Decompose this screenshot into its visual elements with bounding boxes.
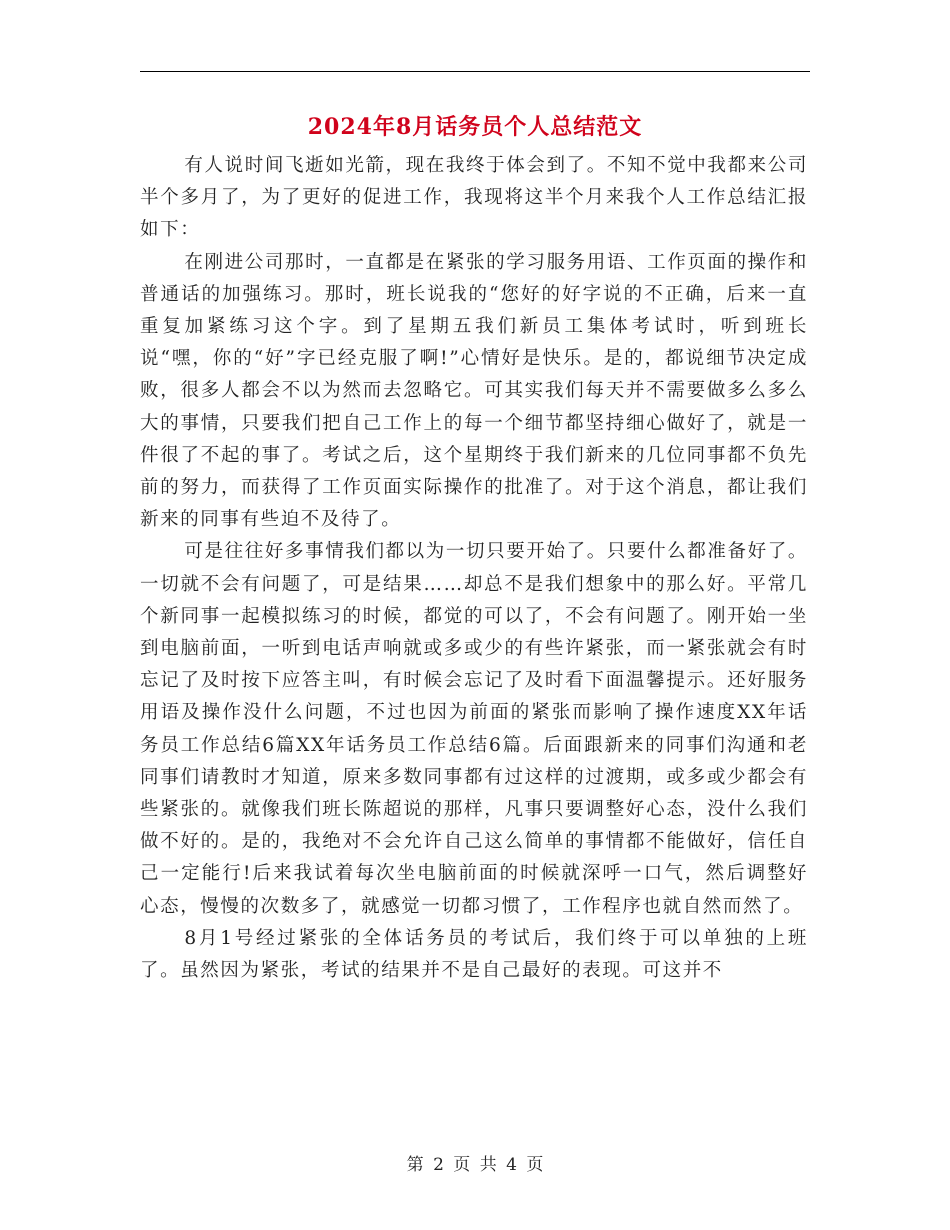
paragraph-2: 在刚进公司那时，一直都是在紧张的学习服务用语、工作页面的操作和普通话的加强练习。那时，班长说我的“您好的好字说的不正确，后来一直重复加紧练习这个字。到了星期五我们新员工集体考试时，听到班长说“嘿，你的“好”字已经克服了啊!”心情好是快乐。是的，都说细节决定成败，很多人都会不以为然而去忽略它。可其实我们每天并不需要做多么多么大的事情，只要我们把自己工作上的每一个细节都坚持细心做好了，就是一件很了不起的事了。考试之后，这个星期终于我们新来的几位同事都不负先前的努力，而获得了工作页面实际操作的批准了。对于这个消息，都让我们新来的同事有些迫不及待了。 xyxy=(140,251,808,531)
header-rule xyxy=(140,71,810,72)
paragraph-3: 可是往往好多事情我们都以为一切只要开始了。只要什么都准备好了。一切就不会有问题了，可是结果……却总不是我们想象中的那么好。平常几个新同事一起模拟练习的时候，都觉的可以了，不会有问题了。刚开始一坐到电脑前面，一听到电话声响就或多或少的有些许紧张，而一紧张就会有时忘记了及时按下应答主叫，有时候会忘记了及时看下面温馨提示。还好服务用语及操作没什么问题，不过也因为前面的紧张而影响了操作速度XX年话务员工作总结6篇XX年话务员工作总结6篇。后面跟新来的同事们沟通和老同事们请教时才知道，原来多数同事都有过这样的过渡期，或多或少都会有些紧张的。就像我们班长陈超说的那样，凡事只要调整好心态，没什么我们做不好的。是的，我绝对不会允许自己这么简单的事情都不能做好，信任自己一定能行!后来我试着每次坐电脑前面的时候就深呼一口气，然后调整好心态，慢慢的次数多了，就感觉一切都习惯了，工作程序也就自然而然了。 xyxy=(140,541,808,917)
document-body xyxy=(140,150,808,987)
page-number: 第 2 页 共 4 页 xyxy=(406,1155,544,1175)
paragraph-1: 有人说时间飞逝如光箭，现在我终于体会到了。不知不觉中我都来公司半个多月了，为了更好的促进工作，我现将这半个月来我个人工作总结汇报如下： xyxy=(140,155,808,241)
paragraph-4: 8月1号经过紧张的全体话务员的考试后，我们终于可以单独的上班了。虽然因为紧张，考试的结果并不是自己最好的表现。可这并不 xyxy=(140,927,808,982)
document-title: 2024年8月话务员个人总结范文 xyxy=(307,114,643,140)
